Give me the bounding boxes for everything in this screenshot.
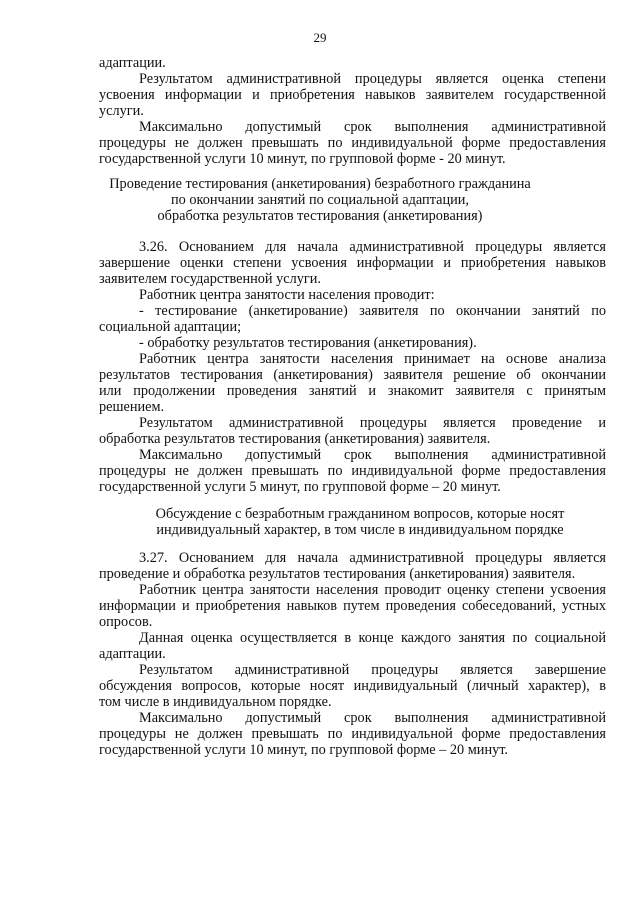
text-line: Работник центра занятости населения проводит: <box>139 287 435 303</box>
page-number: 29 <box>313 30 327 45</box>
text-line: государственной услуги 10 минут, по групповой форме - 20 минут. <box>99 151 506 167</box>
section-heading: по окончании занятий по социальной адаптации, <box>171 192 469 208</box>
text-line: Максимально допустимый срок выполнения административной <box>139 447 606 463</box>
text-line: адаптации. <box>99 646 166 662</box>
text-line: проведение и обработка результатов тестирования (анкетирования) заявителя. <box>99 566 576 582</box>
text-line: Результатом административной процедуры является завершение <box>139 662 606 678</box>
text-line: Работник центра занятости населения принимает на основе анализа <box>139 351 606 367</box>
text-line: Результатом административной процедуры является оценка степени <box>139 71 606 87</box>
text-line: 3.26. Основанием для начала административной процедуры является <box>139 239 606 255</box>
text-line: усвоения информации и приобретения навыков заявителем государственной <box>99 87 606 103</box>
text-line: социальной адаптации; <box>99 319 242 335</box>
text-line: государственной услуги 10 минут, по групповой форме – 20 минут. <box>99 742 508 758</box>
section-heading: Обсуждение с безработным гражданином вопросов, которые носят <box>155 506 565 522</box>
text-line: Данная оценка осуществляется в конце каждого занятия по социальной <box>139 630 606 646</box>
text-line: обработка результатов тестирования (анкетирования) заявителя. <box>99 431 491 447</box>
text-line: Результатом административной процедуры является проведение и <box>139 415 606 431</box>
section-heading: индивидуальный характер, в том числе в индивидуальном порядке <box>156 522 564 538</box>
text-line: государственной услуги 5 минут, по групповой форме – 20 минут. <box>99 479 501 495</box>
text-line: услуги. <box>99 103 144 119</box>
text-line: - обработку результатов тестирования (анкетирования). <box>139 335 477 351</box>
section-heading: обработка результатов тестирования (анкетирования) <box>157 208 483 224</box>
text-line: процедуры не должен превышать по индивидуальной форме предоставления <box>99 726 606 742</box>
text-line: опросов. <box>99 614 153 630</box>
text-line: адаптации. <box>99 55 166 71</box>
text-line: Максимально допустимый срок выполнения административной <box>139 710 606 726</box>
text-line: информации и приобретения навыков путем проведения собеседований, устных <box>99 598 606 614</box>
text-line: - тестирование (анкетирование) заявителя по окончании занятий по <box>139 303 606 319</box>
text-line: 3.27. Основанием для начала административной процедуры является <box>139 550 606 566</box>
text-line: Максимально допустимый срок выполнения административной <box>139 119 606 135</box>
text-line: том числе в индивидуальном порядке. <box>99 694 332 710</box>
section-heading: Проведение тестирования (анкетирования) безработного гражданина <box>109 176 531 192</box>
text-line: завершение оценки степени усвоения информации и приобретения навыков <box>99 255 606 271</box>
text-line: процедуры не должен превышать по индивидуальной форме предоставления <box>99 463 606 479</box>
text-line: Работник центра занятости населения проводит оценку степени усвоения <box>139 582 606 598</box>
text-line: решением. <box>99 399 165 415</box>
text-line: обсуждения вопросов, которые носят индивидуальный (личный характер), в <box>99 678 606 694</box>
text-line: результатов тестирования (анкетирования) заявителя решение об окончании <box>99 367 606 383</box>
text-line: заявителем государственной услуги. <box>99 271 321 287</box>
text-line: процедуры не должен превышать по индивидуальной форме предоставления <box>99 135 606 151</box>
text-line: или продолжении проведения занятий и знакомит заявителя с принятым <box>99 383 606 399</box>
